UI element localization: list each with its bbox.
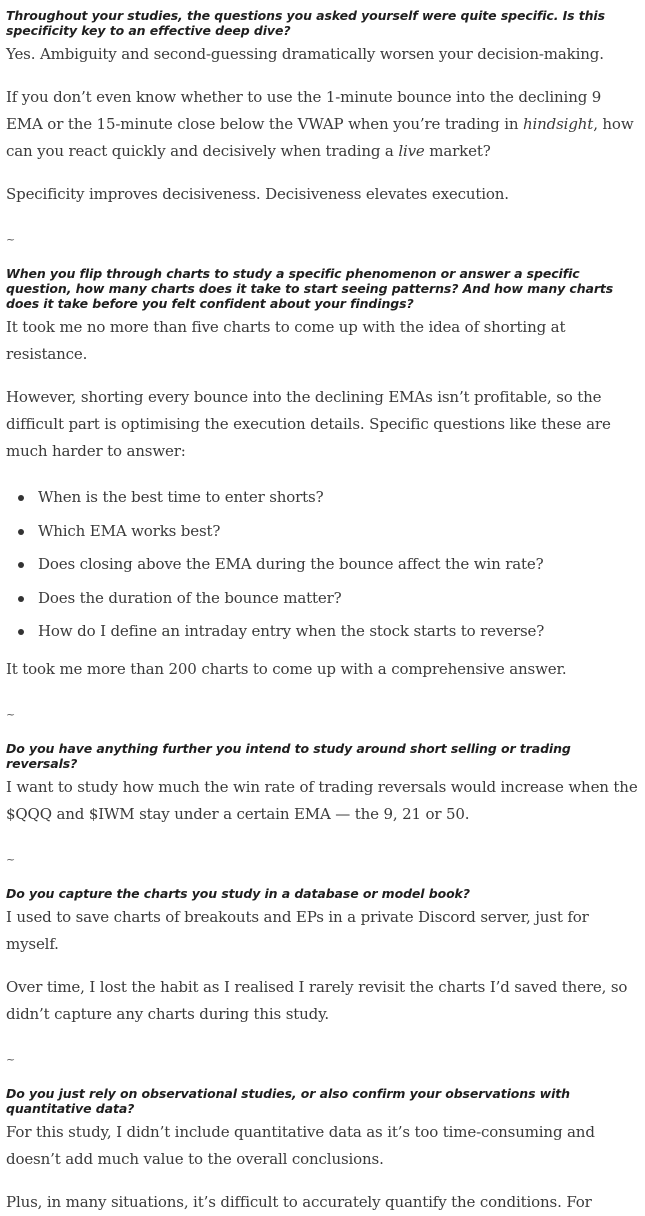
answer-paragraph: For this study, I didn’t include quantitative data as it’s too time-consuming and doesn’t add much value to the overall conclusions. (6, 1122, 595, 1168)
answer-paragraph: I want to study how much the win rate of trading reversals would increase when the $QQQ and $IWM stay under a certain EMA — the 9, 21 or 50. (6, 777, 638, 823)
section-separator: ~ (6, 1052, 16, 1066)
bullet-dot (18, 629, 24, 635)
answer-paragraph: Yes. Ambiguity and second-guessing dramatically worsen your decision-making. (6, 45, 604, 63)
bullet-dot (18, 596, 24, 602)
bullet-dot (18, 529, 24, 535)
text-run: If you don’t even know whether to use the 1-minute bounce into the declining 9 EMA or the 15-minute close below the VWAP when you’re trading in (6, 88, 602, 133)
bullet-dot (18, 495, 24, 501)
list-item (6, 551, 639, 578)
text-run: , how can you react quickly and decisively when trading a (6, 115, 634, 160)
question-heading: Do you just rely on observational studies, or also confirm your observations with quantitative data? (6, 1085, 570, 1116)
answer-paragraph: Specificity improves decisiveness. Decisiveness elevates execution. (6, 185, 509, 203)
list-item-text: How do I define an intraday entry when the stock starts to reverse? (38, 622, 545, 640)
answer-paragraph: Over time, I lost the habit as I realised I rarely revisit the charts I’d saved there, so didn’t capture any charts during this study. (6, 977, 628, 1023)
question-heading: Throughout your studies, the questions you asked yourself were quite specific. Is this specificity key to an effective deep dive? (6, 8, 605, 38)
section-separator: ~ (6, 852, 16, 866)
answer-paragraph: It took me no more than five charts to come up with the idea of shorting at resistance. (6, 318, 566, 363)
emphasis-text: live (398, 142, 425, 160)
question-heading: Do you capture the charts you study in a database or model book? (6, 885, 470, 901)
list-item (6, 618, 639, 645)
section-separator: ~ (6, 707, 16, 721)
bullet-dot (18, 562, 24, 568)
list-item-text: Does the duration of the bounce matter? (38, 588, 342, 607)
answer-paragraph: Plus, in many situations, it’s difficult to accurately quantify the conditions. For (6, 1192, 592, 1211)
text-run: market? (424, 142, 491, 160)
list-item (6, 484, 639, 511)
answer-paragraph: It took me more than 200 charts to come up with a comprehensive answer. (6, 659, 567, 678)
list-item (6, 518, 639, 545)
bullet-list (6, 484, 639, 645)
list-item (6, 585, 639, 612)
question-heading: When you flip through charts to study a specific phenomenon or answer a specific question, how many charts does it take to start seeing patterns? And how many charts does it take before you felt confident about your findings? (6, 266, 614, 311)
answer-paragraph: I used to save charts of breakouts and EPs in a private Discord server, just for myself. (6, 907, 589, 953)
list-item-text: When is the best time to enter shorts? (38, 488, 324, 506)
emphasis-text: hindsight (523, 115, 594, 133)
list-item-text: Does closing above the EMA during the bounce affect the win rate? (38, 555, 544, 573)
answer-paragraph (6, 84, 639, 165)
list-item-text: Which EMA works best? (38, 521, 221, 540)
question-heading: Do you have anything further you intend to study around short selling or trading reversals? (6, 740, 571, 771)
section-separator: ~ (6, 233, 16, 246)
answer-paragraph: However, shorting every bounce into the declining EMAs isn’t profitable, so the difficult part is optimising the execution details. Specific questions like these are much harder to answer: (6, 388, 611, 460)
